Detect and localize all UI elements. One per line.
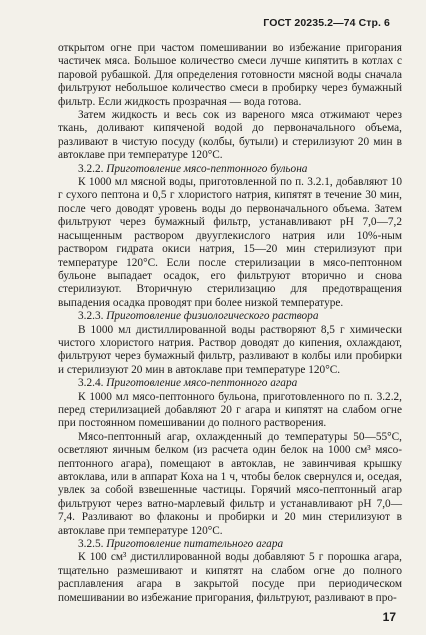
paragraph: Затем жидкость и весь сок из вареного мяса отжимают через ткань, доливают кипяченой водой до первоначального объема, разливают в чистую посуду (колбы, бутыли) и стерилизуют 20 мин в автоклаве при температуре 120°С. [58,109,402,162]
section-heading [58,310,402,323]
paragraph: К 100 см³ дистиллированной воды добавляют 5 г порошка агара, тщательно размешивают и кипятят на слабом огне до полного расплавления агара в закрытой посуде при периодическом помешивании во избежание пригорания, фильтруют, разливают в про- [58,551,402,604]
section-title: Приготовление мясо-пептонного бульона [106,162,308,175]
document-body [58,42,402,605]
section-heading [58,163,402,176]
paragraph: открытом огне при частом помешивании во избежание пригорания частичек мяса. Большое количество смеси лучше кипятить в котлах с паровой рубашкой. Для определения готовности мясной воды сначала фильтруют небольшое количество смеси в пробирку через бумажный фильтр. Если жидкость прозрачная — вода готова. [58,42,402,108]
page-number: 17 [382,610,396,624]
section-number: 3.2.3. [78,310,104,323]
section-heading [58,538,402,551]
section-title: Приготовление физиологического раствора [106,310,319,323]
page-header: ГОСТ 20235.2—74 Стр. 6 [263,17,390,29]
section-number: 3.2.4. [78,377,104,390]
section-number: 3.2.2. [78,162,104,175]
paragraph: К 1000 мл мясной воды, приготовленной по п. 3.2.1, добавляют 10 г сухого пептона и 0,5 г хлористого натрия, кипятят в течение 30 мин, после чего доводят уровень воды до первоначального объема. Затем фильтруют через бумажный фильтр, устанавливают рН 7,0—7,2 насыщенным раствором двууглекислого натрия или 10%-ным раствором гидрата окиси натрия, 15—20 мин стерилизуют при температуре 120°С. Если после стерилизации в мясо-пептонном бульоне выпадает осадок, его фильтруют вторично и снова стерилизуют. Вторичную стерилизацию для предотвращения выпадения осадка проводят при более низкой температуре. [58,176,402,309]
section-heading [58,377,402,390]
paragraph: К 1000 мл мясо-пептонного бульона, приготовленного по п. 3.2.2, перед стерилизацией добавляют 20 г агара и кипятят на слабом огне при постоянном помешивании до полного растворения. [58,390,402,430]
section-title: Приготовление питательного агара [106,538,284,551]
section-number: 3.2.5. [78,538,104,551]
section-title: Приготовление мясо-пептонного агара [106,377,298,390]
paragraph: В 1000 мл дистиллированной воды растворяют 8,5 г химически чистого хлористого натрия. Раствор доводят до кипения, охлаждают, фильтруют через бумажный фильтр, разливают в колбы или пробирки и стерилизуют 20 мин в автоклаве при температуре 120°С. [58,323,402,376]
paragraph: Мясо-пептонный агар, охлажденный до температуры 50—55°С, осветляют яичным белком (из расчета один белок на 1000 см³ мясо-пептонного агара), помещают в автоклав, не завинчивая крышку автоклава, или в аппарат Коха на 1 ч, чтобы белок свернулся и, оседая, увлек за собой взвешенные частицы. Горячий мясо-пептонный агар фильтруют через ватно-марлевый фильтр и устанавливают рН 7,0—7,4. Разливают во флаконы и пробирки и 20 мин стерилизуют в автоклаве при температуре 120°С. [58,430,402,537]
